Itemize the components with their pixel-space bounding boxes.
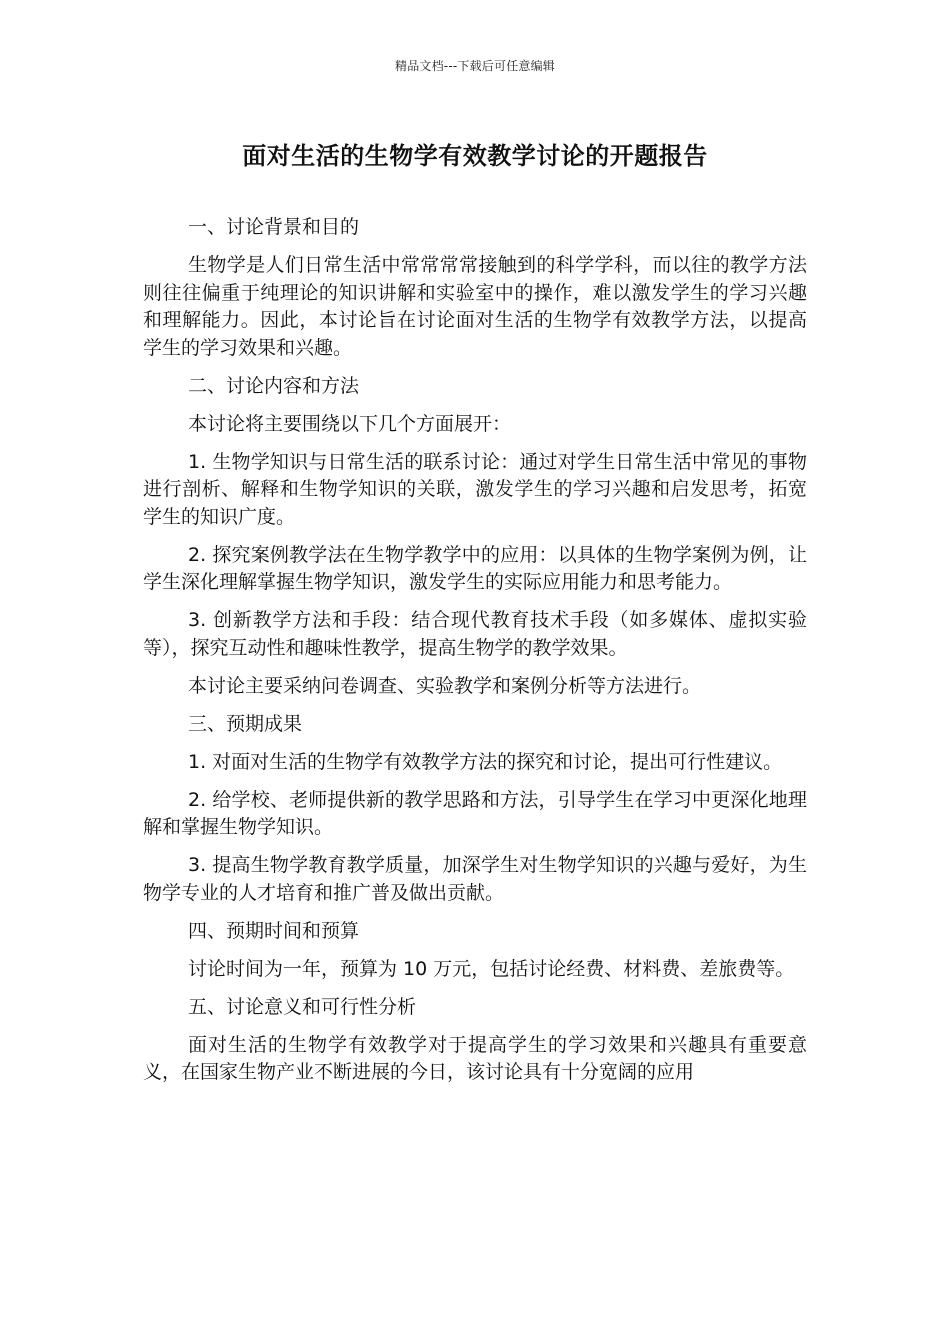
document-body (143, 214, 807, 1097)
paragraph-significance: 面对生活的生物学有效教学对于提高学生的学习效果和兴趣具有重要意义，在国家生物产业不断进展的今日，该讨论具有十分宽阔的应用 (143, 1033, 807, 1083)
paragraph-time-budget: 讨论时间为一年，预算为 10 万元，包括讨论经费、材料费、差旅费等。 (188, 957, 795, 980)
list-item-content-1: 1. 生物学知识与日常生活的联系讨论：通过对学生日常生活中常见的事物进行剖析、解释和生物学知识的关联，激发学生的学习兴趣和启发思考，拓宽学生的知识广度。 (143, 450, 807, 528)
section-heading-content-method: 二、讨论内容和方法 (188, 374, 360, 397)
list-item-result-1: 1. 对面对生活的生物学有效教学方法的探究和讨论，提出可行性建议。 (188, 750, 783, 773)
list-item-content-2: 2. 探究案例教学法在生物学教学中的应用：以具体的生物学案例为例，让学生深化理解掌握生物学知识，激发学生的实际应用能力和思考能力。 (143, 543, 807, 593)
list-item-result-3: 3. 提高生物学教育教学质量，加深学生对生物学知识的兴趣与爱好，为生物学专业的人才培育和推广普及做出贡献。 (143, 854, 807, 904)
paragraph-background: 生物学是人们日常生活中常常常常接触到的科学学科，而以往的教学方法则往往偏重于纯理论的知识讲解和实验室中的操作，难以激发学生的学习兴趣和理解能力。因此，本讨论旨在讨论面对生活的生物学有效教学方法，以提高学生的学习效果和兴趣。 (143, 254, 807, 359)
page-title: 面对生活的生物学有效教学讨论的开题报告 (242, 142, 708, 170)
section-heading-time-budget: 四、预期时间和预算 (188, 919, 360, 942)
header-note: 精品文档---下载后可任意编辑 (395, 59, 555, 73)
list-item-result-2: 2. 给学校、老师提供新的教学思路和方法，引导学生在学习中更深化地理解和掌握生物学知识。 (143, 788, 807, 838)
paragraph-content-intro: 本讨论将主要围绕以下几个方面展开： (188, 412, 512, 435)
list-item-content-3: 3. 创新教学方法和手段：结合现代教育技术手段（如多媒体、虚拟实验等），探究互动性和趣味性教学，提高生物学的教学效果。 (143, 609, 807, 659)
paragraph-method: 本讨论主要采纳问卷调查、实验教学和案例分析等方法进行。 (188, 674, 702, 697)
section-heading-significance: 五、讨论意义和可行性分析 (188, 995, 417, 1018)
section-heading-expected-results: 三、预期成果 (188, 712, 303, 735)
section-heading-background: 一、讨论背景和目的 (188, 216, 360, 238)
